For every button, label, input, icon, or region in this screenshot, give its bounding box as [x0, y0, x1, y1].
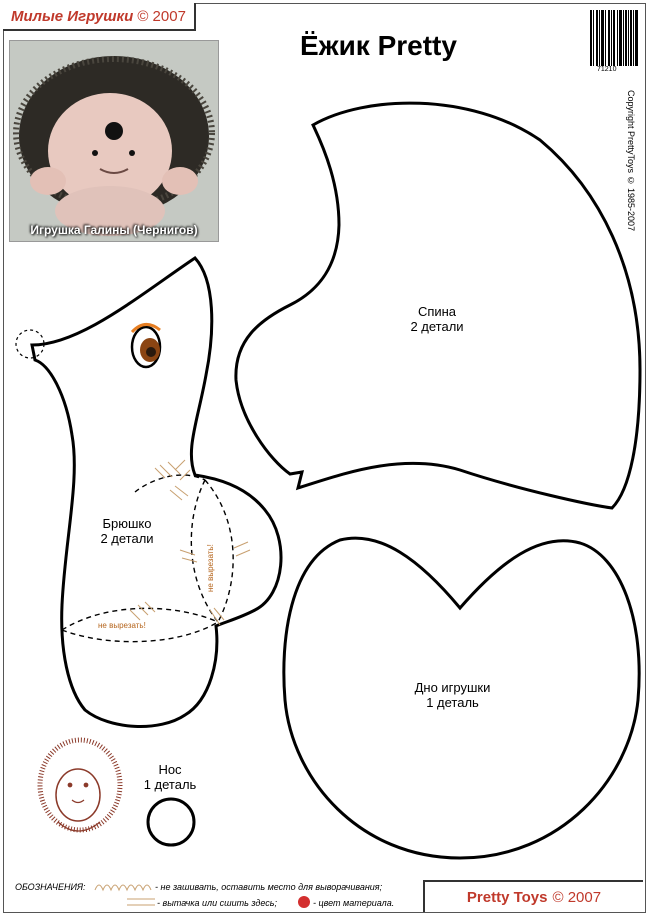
legend-dart-icon: [125, 896, 157, 908]
footer-brand-year: © 2007: [552, 888, 602, 906]
footer-brand-name: Pretty Toys: [466, 888, 548, 906]
nose-piece-label: [120, 762, 220, 792]
legend-dart-text: - вытачка или сшить здесь;: [157, 898, 278, 908]
legend-opening-text: - не зашивать, оставить место для выворачивания;: [155, 882, 383, 892]
nose-piece-count: 1 деталь: [143, 777, 197, 792]
barcode-number: 71210: [597, 66, 617, 73]
belly-piece-label: [72, 516, 182, 546]
legend-opening-stitch-icon: [93, 878, 155, 894]
pattern-title: Ёжик Pretty: [300, 30, 457, 61]
back-piece-label: [382, 304, 492, 334]
nose-piece-name: Нос: [158, 762, 182, 777]
back-piece-name: Спина: [417, 304, 457, 319]
belly-piece-name: Брюшко: [102, 516, 152, 531]
brand-year: © 2007: [137, 7, 186, 25]
eye-icon: [132, 324, 160, 367]
belly-piece-count: 2 детали: [100, 531, 154, 546]
bottom-piece-name: Дно игрушки: [414, 680, 491, 695]
no-cut-note-vertical: не вырезать!: [206, 544, 215, 592]
bottom-piece-count: 1 деталь: [426, 695, 479, 710]
photo-caption: Игрушка Галины (Чернигов): [30, 223, 198, 237]
nose-piece-outline: [148, 799, 194, 845]
hedgehog-sketch-icon: [40, 740, 120, 831]
copyright-text: Copyright PrettyToys © 1985-2007: [626, 90, 636, 232]
legend-heading: ОБОЗНАЧЕНИЯ:: [15, 882, 86, 892]
legend-color-dot-icon: [297, 895, 311, 909]
bottom-piece-label: [390, 680, 515, 710]
legend-color-text: - цвет материала.: [313, 898, 395, 908]
footer-brand: [423, 880, 643, 912]
back-piece-count: 2 детали: [410, 319, 464, 334]
brand-name: Милые Игрушки: [11, 7, 134, 25]
no-cut-note-horizontal: не вырезать!: [98, 621, 146, 630]
